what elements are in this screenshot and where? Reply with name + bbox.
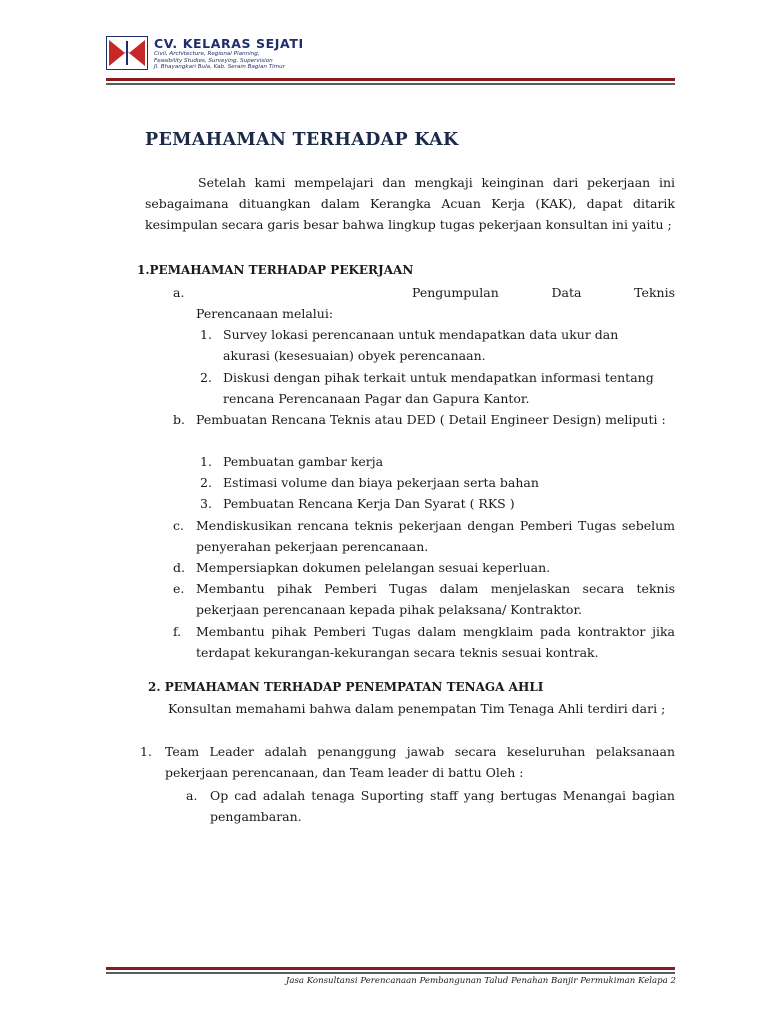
company-name: CV. KELARAS SEJATI — [154, 36, 304, 51]
company-services-line-2: Feasibility Studies, Surveying, Supervision — [154, 57, 273, 64]
item-b-sub-1-text: Pembuatan gambar kerja — [223, 454, 384, 469]
item-c-text: Mendiskusikan rencana teknis pekerjaan dengan Pemberi Tugas sebelum penyerahan pekerjaan perencanaan. — [196, 518, 675, 555]
section2-item-1a-marker: a. — [186, 788, 198, 803]
section1-heading: 1.PEMAHAMAN TERHADAP PEKERJAAN — [137, 263, 414, 277]
item-d-marker: d. — [173, 560, 185, 575]
item-c-marker: c. — [173, 518, 184, 533]
item-a-sub-2-marker: 2. — [200, 370, 212, 385]
company-address: Jl. Bhayangkari Bula, Kab. Seram Bagian Timur — [154, 64, 285, 71]
item-e-text: Membantu pihak Pemberi Tugas dalam menjelaskan secara teknis pekerjaan perencanaan kepada pihak pelaksana/ Kontraktor. — [196, 581, 675, 618]
item-b-sub-3-text: Pembuatan Rencana Kerja Dan Syarat ( RKS ) — [223, 496, 515, 511]
item-a-marker: a. — [173, 285, 185, 300]
header-divider-red — [106, 78, 675, 81]
item-b-sub-2-marker: 2. — [200, 475, 212, 490]
section2-item-1-text: Team Leader adalah penanggung jawab secara keseluruhan pelaksanaan pekerjaan perencanaan, dan Team leader di battu Oleh : — [165, 744, 675, 781]
item-b-sub-3-marker: 3. — [200, 496, 212, 511]
item-e-marker: e. — [173, 581, 185, 596]
company-services-line-1: Civil, Architecture, Regional Planning, — [154, 51, 260, 57]
item-b-sub-1-marker: 1. — [200, 454, 212, 469]
section2-intro: Konsultan memahami bahwa dalam penempatan Tim Tenaga Ahli terdiri dari ; — [168, 701, 666, 716]
header-divider-gray — [106, 83, 675, 85]
section2-item-1-marker: 1. — [140, 744, 152, 759]
item-f-marker: f. — [173, 624, 182, 639]
section2-heading: 2. PEMAHAMAN TERHADAP PENEMPATAN TENAGA AHLI — [148, 680, 544, 694]
footer-divider-gray — [106, 972, 675, 974]
company-logo-icon — [106, 36, 148, 70]
item-b-marker: b. — [173, 412, 185, 427]
item-a-sub-1-marker: 1. — [200, 327, 212, 342]
intro-paragraph: Setelah kami mempelajari dan mengkaji keinginan dari pekerjaan ini sebagaimana dituangkan dalam Kerangka Acuan Kerja (KAK), dapat ditarik kesimpulan secara garis besar bahwa lingkup tugas pekerjaan konsultan ini yaitu ; — [145, 175, 675, 233]
item-a-line-2: Perencanaan melalui: — [196, 306, 334, 321]
section2-item-1a-text: Op cad adalah tenaga Suporting staff yang bertugas Menangai bagian pengambaran. — [210, 788, 675, 825]
item-a-sub-2-text: Diskusi dengan pihak terkait untuk mendapatkan informasi tentang rencana Perencanaan Pagar dan Gapura Kantor. — [223, 370, 654, 407]
footer-divider-red — [106, 967, 675, 970]
page-title: PEMAHAMAN TERHADAP KAK — [145, 130, 459, 150]
item-b-sub-2-text: Estimasi volume dan biaya pekerjaan serta bahan — [223, 475, 539, 490]
footer-project-title: Jasa Konsultansi Perencanaan Pembangunan Talud Penahan Banjir Permukiman Kelapa 2 — [285, 976, 676, 986]
item-f-text: Membantu pihak Pemberi Tugas dalam mengklaim pada kontraktor jika terdapat kekurangan-kekurangan secara teknis sesuai kontrak. — [196, 624, 675, 661]
item-a-line-1: Pengumpulan Data Teknis — [412, 285, 675, 300]
item-a-sub-1-text: Survey lokasi perencanaan untuk mendapatkan data ukur dan akurasi (kesesuaian) obyek perencanaan. — [223, 327, 619, 364]
company-info — [154, 37, 324, 71]
item-b-text: Pembuatan Rencana Teknis atau DED ( Detail Engineer Design) meliputi : — [196, 412, 666, 427]
item-d-text: Mempersiapkan dokumen pelelangan sesuai keperluan. — [196, 560, 551, 575]
